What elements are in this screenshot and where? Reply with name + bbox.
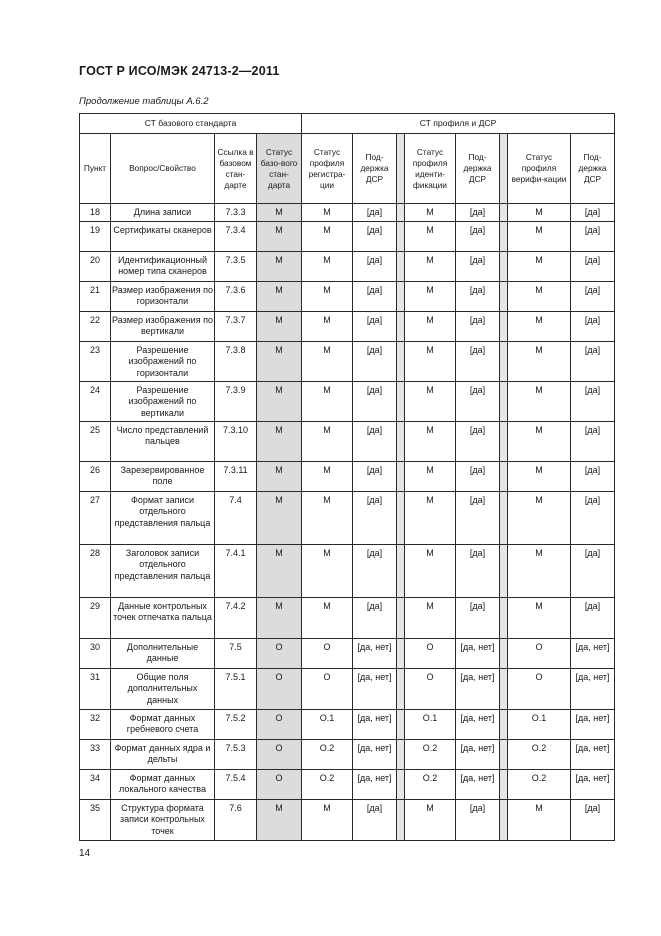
cell-spacer	[397, 639, 405, 669]
cell-verif-support: [да]	[571, 462, 615, 492]
cell-verif-support: [да]	[571, 545, 615, 598]
col-header-item: Пункт	[80, 134, 111, 204]
cell-verif-status: O.1	[508, 710, 571, 740]
document-title: ГОСТ Р ИСО/МЭК 24713-2—2011	[79, 64, 280, 78]
cell-verif-status: M	[508, 204, 571, 222]
cell-ref: 7.4	[215, 492, 257, 545]
cell-question: Разрешение изображений по горизонтали	[111, 342, 215, 382]
cell-spacer	[500, 740, 508, 770]
cell-ref: 7.5.4	[215, 770, 257, 800]
cell-verif-status: M	[508, 282, 571, 312]
cell-question: Дополнительные данные	[111, 639, 215, 669]
cell-spacer	[500, 204, 508, 222]
cell-spacer	[500, 462, 508, 492]
col-header-question: Вопрос/Свойство	[111, 134, 215, 204]
cell-spacer	[500, 422, 508, 462]
cell-reg-status: M	[302, 252, 353, 282]
cell-reg-status: M	[302, 800, 353, 841]
table-row	[80, 740, 615, 770]
cell-ident-support: [да, нет]	[456, 669, 500, 710]
cell-verif-support: [да]	[571, 342, 615, 382]
page-number: 14	[79, 848, 91, 859]
cell-ident-support: [да, нет]	[456, 710, 500, 740]
cell-item: 23	[80, 342, 111, 382]
cell-item: 19	[80, 222, 111, 252]
cell-reg-support: [да]	[353, 492, 397, 545]
cell-base-status: M	[257, 422, 302, 462]
table-row	[80, 492, 615, 545]
cell-reg-status: M	[302, 422, 353, 462]
cell-reg-status: M	[302, 382, 353, 422]
cell-reg-support: [да]	[353, 282, 397, 312]
cell-verif-support: [да, нет]	[571, 669, 615, 710]
cell-spacer	[397, 312, 405, 342]
cell-ident-support: [да]	[456, 252, 500, 282]
table-row	[80, 312, 615, 342]
cell-reg-support: [да]	[353, 462, 397, 492]
cell-question: Формат данных локального качества	[111, 770, 215, 800]
cell-verif-support: [да]	[571, 312, 615, 342]
cell-spacer	[500, 710, 508, 740]
cell-ident-support: [да, нет]	[456, 740, 500, 770]
cell-ref: 7.5.3	[215, 740, 257, 770]
cell-ident-support: [да]	[456, 342, 500, 382]
cell-ref: 7.3.6	[215, 282, 257, 312]
cell-question: Формат данных гребневого счета	[111, 710, 215, 740]
cell-ident-support: [да, нет]	[456, 639, 500, 669]
cell-question: Заголовок записи отдельного представления пальца	[111, 545, 215, 598]
cell-reg-status: M	[302, 204, 353, 222]
cell-verif-status: M	[508, 252, 571, 282]
cell-ref: 7.3.3	[215, 204, 257, 222]
cell-verif-support: [да]	[571, 282, 615, 312]
cell-base-status: O	[257, 770, 302, 800]
cell-verif-status: M	[508, 222, 571, 252]
cell-ref: 7.3.5	[215, 252, 257, 282]
cell-item: 21	[80, 282, 111, 312]
cell-verif-status: M	[508, 492, 571, 545]
cell-spacer	[397, 422, 405, 462]
cell-verif-support: [да, нет]	[571, 639, 615, 669]
cell-verif-support: [да]	[571, 492, 615, 545]
cell-item: 28	[80, 545, 111, 598]
cell-ref: 7.4.1	[215, 545, 257, 598]
cell-verif-support: [да]	[571, 382, 615, 422]
column-header-row	[80, 134, 615, 204]
cell-question: Формат записи отдельного представления пальца	[111, 492, 215, 545]
cell-reg-status: M	[302, 342, 353, 382]
cell-reg-status: M	[302, 312, 353, 342]
table-row	[80, 252, 615, 282]
cell-ident-status: M	[405, 204, 456, 222]
cell-item: 29	[80, 598, 111, 639]
cell-ident-support: [да]	[456, 282, 500, 312]
table-row	[80, 222, 615, 252]
cell-reg-status: M	[302, 545, 353, 598]
cell-verif-status: M	[508, 422, 571, 462]
cell-reg-support: [да, нет]	[353, 669, 397, 710]
cell-question: Размер изображения по горизонтали	[111, 282, 215, 312]
cell-item: 33	[80, 740, 111, 770]
cell-spacer	[500, 382, 508, 422]
cell-question: Длина записи	[111, 204, 215, 222]
cell-ref: 7.3.9	[215, 382, 257, 422]
cell-spacer	[397, 492, 405, 545]
cell-verif-support: [да]	[571, 598, 615, 639]
cell-base-status: M	[257, 545, 302, 598]
cell-base-status: M	[257, 312, 302, 342]
table-row	[80, 800, 615, 841]
cell-item: 27	[80, 492, 111, 545]
cell-reg-support: [да, нет]	[353, 710, 397, 740]
cell-base-status: O	[257, 740, 302, 770]
cell-reg-support: [да]	[353, 342, 397, 382]
cell-spacer	[397, 342, 405, 382]
cell-reg-support: [да]	[353, 312, 397, 342]
cell-spacer	[500, 282, 508, 312]
cell-ident-status: M	[405, 282, 456, 312]
cell-spacer	[397, 382, 405, 422]
cell-ident-status: M	[405, 312, 456, 342]
cell-item: 22	[80, 312, 111, 342]
cell-question: Идентификационный номер типа сканеров	[111, 252, 215, 282]
table-caption: Продолжение таблицы А.6.2	[79, 96, 209, 107]
cell-spacer	[500, 252, 508, 282]
cell-item: 25	[80, 422, 111, 462]
cell-spacer	[500, 342, 508, 382]
cell-spacer	[397, 282, 405, 312]
table-row	[80, 342, 615, 382]
cell-base-status: O	[257, 639, 302, 669]
col-header-spacer	[500, 134, 508, 204]
table-row	[80, 669, 615, 710]
cell-spacer	[397, 462, 405, 492]
table-row	[80, 382, 615, 422]
table-row	[80, 282, 615, 312]
cell-reg-support: [да, нет]	[353, 740, 397, 770]
col-header-base-status: Статус базо-вого стан-дарта	[257, 134, 302, 204]
cell-ref: 7.5.2	[215, 710, 257, 740]
cell-reg-status: M	[302, 222, 353, 252]
cell-reg-status: M	[302, 462, 353, 492]
cell-reg-support: [да]	[353, 204, 397, 222]
cell-question: Число представлений пальцев	[111, 422, 215, 462]
cell-base-status: M	[257, 204, 302, 222]
cell-reg-support: [да]	[353, 800, 397, 841]
cell-ident-support: [да]	[456, 462, 500, 492]
cell-spacer	[397, 669, 405, 710]
cell-ident-support: [да]	[456, 312, 500, 342]
cell-reg-support: [да]	[353, 422, 397, 462]
cell-spacer	[397, 740, 405, 770]
cell-ident-support: [да]	[456, 382, 500, 422]
cell-verif-status: M	[508, 598, 571, 639]
cell-spacer	[500, 312, 508, 342]
cell-item: 26	[80, 462, 111, 492]
cell-spacer	[397, 545, 405, 598]
cell-spacer	[500, 669, 508, 710]
cell-verif-status: M	[508, 545, 571, 598]
cell-ref: 7.3.8	[215, 342, 257, 382]
cell-question: Общие поля дополнительных данных	[111, 669, 215, 710]
cell-ident-support: [да, нет]	[456, 770, 500, 800]
cell-verif-status: O	[508, 639, 571, 669]
cell-ident-status: O	[405, 639, 456, 669]
cell-ident-support: [да]	[456, 545, 500, 598]
cell-ident-status: O.2	[405, 770, 456, 800]
cell-reg-status: M	[302, 282, 353, 312]
col-header-verif-status: Статус профиля верифи-кации	[508, 134, 571, 204]
col-header-ident-status: Статус профиля иденти-фикации	[405, 134, 456, 204]
cell-question: Сертификаты сканеров	[111, 222, 215, 252]
cell-base-status: M	[257, 598, 302, 639]
cell-verif-support: [да]	[571, 800, 615, 841]
cell-spacer	[397, 710, 405, 740]
cell-base-status: O	[257, 669, 302, 710]
group-header-row	[80, 114, 615, 134]
cell-ident-status: M	[405, 422, 456, 462]
cell-question: Формат данных ядра и дельты	[111, 740, 215, 770]
cell-question: Зарезервированное поле	[111, 462, 215, 492]
cell-verif-status: M	[508, 462, 571, 492]
cell-ident-status: M	[405, 462, 456, 492]
cell-spacer	[397, 770, 405, 800]
table-row	[80, 422, 615, 462]
cell-ref: 7.3.4	[215, 222, 257, 252]
table-row	[80, 770, 615, 800]
cell-ident-support: [да]	[456, 598, 500, 639]
cell-spacer	[397, 598, 405, 639]
cell-verif-status: O	[508, 669, 571, 710]
cell-ident-status: M	[405, 545, 456, 598]
cell-item: 30	[80, 639, 111, 669]
cell-reg-status: M	[302, 598, 353, 639]
cell-ident-status: O.1	[405, 710, 456, 740]
col-header-ident-support: Под-держка ДСР	[456, 134, 500, 204]
cell-reg-support: [да]	[353, 382, 397, 422]
cell-item: 32	[80, 710, 111, 740]
cell-ident-status: O.2	[405, 740, 456, 770]
cell-ident-support: [да]	[456, 204, 500, 222]
cell-spacer	[397, 252, 405, 282]
cell-ref: 7.5	[215, 639, 257, 669]
cell-reg-status: O	[302, 669, 353, 710]
cell-verif-status: O.2	[508, 770, 571, 800]
col-header-reg-support: Под-держка ДСР	[353, 134, 397, 204]
cell-base-status: M	[257, 342, 302, 382]
cell-spacer	[500, 545, 508, 598]
cell-item: 24	[80, 382, 111, 422]
cell-verif-status: M	[508, 312, 571, 342]
table-row	[80, 598, 615, 639]
col-header-verif-support: Под-держка ДСР	[571, 134, 615, 204]
cell-verif-status: M	[508, 342, 571, 382]
col-header-reg-status: Статус профиля регистра-ции	[302, 134, 353, 204]
cell-ident-status: M	[405, 222, 456, 252]
cell-ident-support: [да]	[456, 422, 500, 462]
table-row	[80, 545, 615, 598]
cell-ref: 7.3.10	[215, 422, 257, 462]
group-header-base: СТ базового стандарта	[80, 114, 302, 134]
cell-ref: 7.6	[215, 800, 257, 841]
table-row	[80, 204, 615, 222]
cell-item: 20	[80, 252, 111, 282]
cell-question: Размер изображения по вертикали	[111, 312, 215, 342]
cell-spacer	[500, 222, 508, 252]
cell-verif-support: [да, нет]	[571, 740, 615, 770]
cell-reg-support: [да, нет]	[353, 770, 397, 800]
cell-reg-support: [да]	[353, 545, 397, 598]
cell-spacer	[500, 492, 508, 545]
cell-spacer	[397, 800, 405, 841]
cell-spacer	[500, 770, 508, 800]
cell-item: 18	[80, 204, 111, 222]
cell-reg-support: [да, нет]	[353, 639, 397, 669]
cell-ident-support: [да]	[456, 222, 500, 252]
table-row	[80, 462, 615, 492]
table-row	[80, 710, 615, 740]
cell-reg-status: M	[302, 492, 353, 545]
cell-verif-support: [да]	[571, 422, 615, 462]
cell-base-status: M	[257, 282, 302, 312]
col-header-spacer	[397, 134, 405, 204]
cell-base-status: M	[257, 252, 302, 282]
cell-reg-support: [да]	[353, 598, 397, 639]
cell-base-status: M	[257, 800, 302, 841]
properties-table	[79, 113, 615, 841]
cell-question: Данные контрольных точек отпечатка пальца	[111, 598, 215, 639]
cell-verif-support: [да]	[571, 222, 615, 252]
cell-item: 31	[80, 669, 111, 710]
cell-reg-support: [да]	[353, 222, 397, 252]
cell-base-status: M	[257, 492, 302, 545]
cell-reg-status: O	[302, 639, 353, 669]
cell-reg-status: O.1	[302, 710, 353, 740]
cell-verif-status: O.2	[508, 740, 571, 770]
cell-ident-status: M	[405, 800, 456, 841]
cell-item: 34	[80, 770, 111, 800]
cell-ref: 7.3.11	[215, 462, 257, 492]
cell-ident-status: M	[405, 492, 456, 545]
cell-verif-support: [да, нет]	[571, 710, 615, 740]
cell-verif-status: M	[508, 800, 571, 841]
cell-ident-support: [да]	[456, 492, 500, 545]
cell-spacer	[397, 222, 405, 252]
cell-spacer	[500, 598, 508, 639]
cell-base-status: M	[257, 222, 302, 252]
cell-reg-status: O.2	[302, 770, 353, 800]
cell-verif-status: M	[508, 382, 571, 422]
cell-item: 35	[80, 800, 111, 841]
cell-spacer	[397, 204, 405, 222]
cell-reg-status: O.2	[302, 740, 353, 770]
cell-ref: 7.5.1	[215, 669, 257, 710]
cell-ident-status: M	[405, 382, 456, 422]
cell-spacer	[500, 800, 508, 841]
cell-ref: 7.4.2	[215, 598, 257, 639]
cell-question: Структура формата записи контрольных точек	[111, 800, 215, 841]
cell-reg-support: [да]	[353, 252, 397, 282]
group-header-profile: СТ профиля и ДСР	[302, 114, 615, 134]
cell-verif-support: [да]	[571, 252, 615, 282]
cell-base-status: M	[257, 382, 302, 422]
cell-base-status: M	[257, 462, 302, 492]
table-row	[80, 639, 615, 669]
cell-verif-support: [да]	[571, 204, 615, 222]
cell-question: Разрешение изображений по вертикали	[111, 382, 215, 422]
cell-ident-status: M	[405, 342, 456, 382]
cell-ref: 7.3.7	[215, 312, 257, 342]
cell-ident-status: M	[405, 598, 456, 639]
col-header-ref: Ссылка в базовом стан-дарте	[215, 134, 257, 204]
cell-ident-support: [да]	[456, 800, 500, 841]
cell-ident-status: M	[405, 252, 456, 282]
cell-verif-support: [да, нет]	[571, 770, 615, 800]
cell-ident-status: O	[405, 669, 456, 710]
cell-base-status: O	[257, 710, 302, 740]
cell-spacer	[500, 639, 508, 669]
